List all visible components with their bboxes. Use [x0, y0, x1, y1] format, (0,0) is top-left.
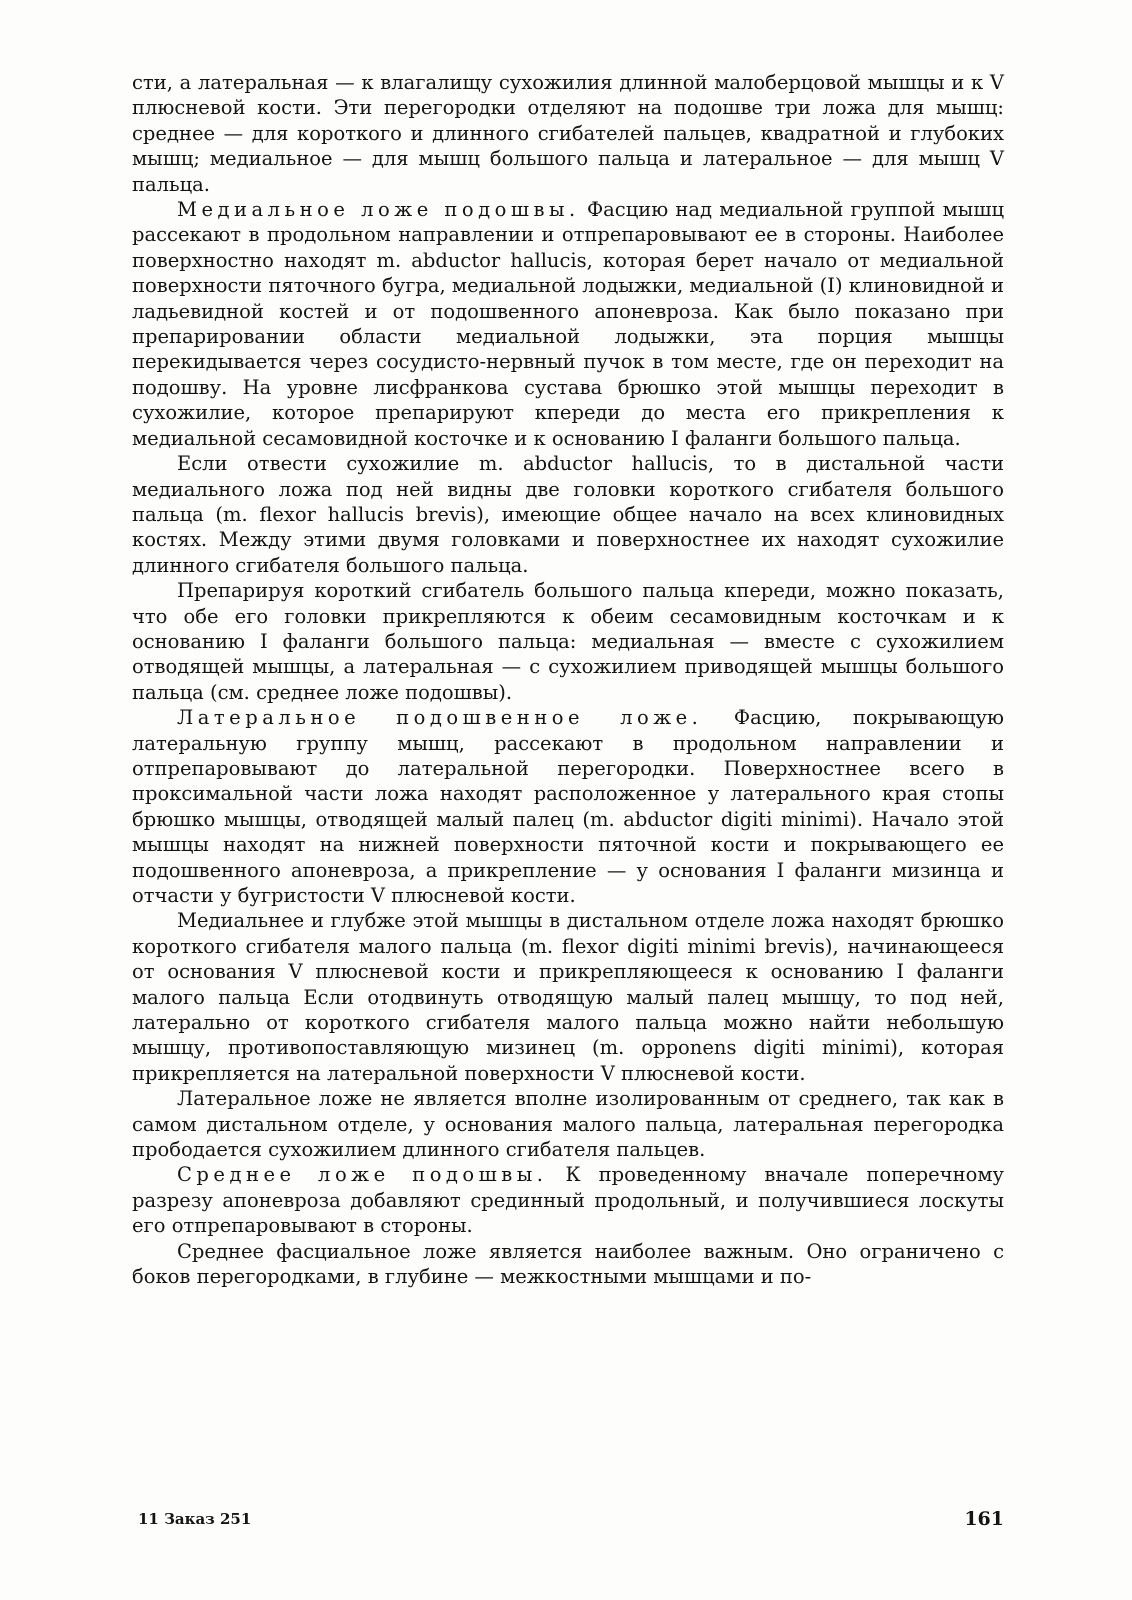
paragraph-2: [132, 197, 1004, 451]
paragraph-6-text: Медиальнее и глубже этой мышцы в дистальном отделе ложа находят брюшко короткого сгибателя малого пальца (m. flexor digiti minimi brevis), начинающееся от основания V плюсневой кости и прикрепляющееся к основанию I фаланги малого пальца Если отодвинуть отводящую малый палец мышцу, то под ней, латерально от короткого сгибателя малого пальца можно найти небольшую мышцу, противопоставляющую мизинец (m. opponens digiti minimi), которая прикрепляется на латеральной поверхности V плюсневой кости.: [132, 909, 1004, 1085]
paragraph-8: [132, 1162, 1004, 1238]
paragraph-5-text: Фасцию, покрывающую латеральную группу мышц, рассекают в продольном направлении и отпрепаровывают до латеральной перегородки. Поверхностнее всего в проксимальной части ложа находят расположенное у латерального края стопы брюшко мышцы, отводящей малый палец (m. abductor digiti minimi). Начало этой мышцы находят на нижней поверхности пяточной кости и покрывающего ее подошвенного апоневроза, а прикрепление — у основания I фаланги мизинца и отчасти у бугристости V плюсневой кости.: [132, 706, 1004, 907]
paragraph-1-text: сти, а латеральная — к влагалищу сухожилия длинной малоберцовой мышцы и к V плюсневой кости. Эти перегородки отделяют на подошве три ложа для мышц: среднее — для короткого и длинного сгибателей пальцев, квадратной и глубоких мышц; медиальное — для мышц большого пальца и латеральное — для мышц V пальца.: [132, 71, 1004, 196]
paragraph-2-text: Фасцию над медиальной группой мышц рассекают в продольном направлении и отпрепаровывают ее в стороны. Наиболее поверхностно находят m. abductor hallucis, которая берет начало от медиальной поверхности пяточного бугра, медиальной лодыжки, медиальной (I) клиновидной и ладьевидной костей и от подошвенного апоневроза. Как было показано при препарировании области медиальной лодыжки, эта порция мышцы перекидывается через сосудисто-нервный пучок в том месте, где он переходит на подошву. На уровне лисфранкова сустава брюшко этой мышцы переходит в сухожилие, которое препарируют кпереди до места его прикрепления к медиальной сесамовидной косточке и к основанию I фаланги большого пальца.: [132, 198, 1004, 450]
page-footer: [132, 1510, 1004, 1534]
paragraph-5: [132, 705, 1004, 908]
paragraph-3: [132, 451, 1004, 578]
printer-signature: 11 Заказ 251: [138, 1510, 252, 1528]
paragraph-9: [132, 1239, 1004, 1290]
paragraph-6: [132, 908, 1004, 1086]
paragraph-1: [132, 70, 1004, 197]
paragraph-7: [132, 1086, 1004, 1162]
section-heading-medial: Медиальное ложе подошвы.: [177, 198, 580, 222]
paragraph-3-text: Если отвести сухожилие m. abductor hallucis, то в дистальной части медиального ложа под ней видны две головки короткого сгибателя большого пальца (m. flexor hallucis brevis), имеющие общее начало на всех клиновидных костях. Между этими двумя головками и поверхностнее их находят сухожилие длинного сгибателя большого пальца.: [132, 452, 1004, 577]
paragraph-4: [132, 578, 1004, 705]
body-text: [132, 70, 1004, 1290]
paragraph-7-text: Латеральное ложе не является вполне изолированным от среднего, так как в самом дистальном отделе, у основания малого пальца, латеральная перегородка прободается сухожилием длинного сгибателя пальцев.: [132, 1087, 1004, 1162]
paragraph-8-text: К проведенному вначале поперечному разрезу апоневроза добавляют срединный продольный, и получившиеся лоскуты его отпрепаровывают в стороны.: [132, 1163, 1004, 1238]
section-heading-lateral: Латеральное подошвенное ложе.: [177, 706, 703, 730]
section-heading-middle: Среднее ложе подошвы.: [177, 1163, 548, 1187]
page-number: 161: [964, 1508, 1004, 1530]
paragraph-9-text: Среднее фасциальное ложе является наиболее важным. Оно ограничено с боков перегородками, в глубине — межкостными мышцами и по-: [132, 1239, 1004, 1289]
paragraph-4-text: Препарируя короткий сгибатель большого пальца кпереди, можно показать, что обе его головки прикрепляются к обеим сесамовидным косточкам и к основанию I фаланги большого пальца: медиальная — вместе с сухожилием отводящей мышцы, а латеральная — с сухожилием приводящей мышцы большого пальца (см. среднее ложе подошвы).: [132, 579, 1004, 704]
